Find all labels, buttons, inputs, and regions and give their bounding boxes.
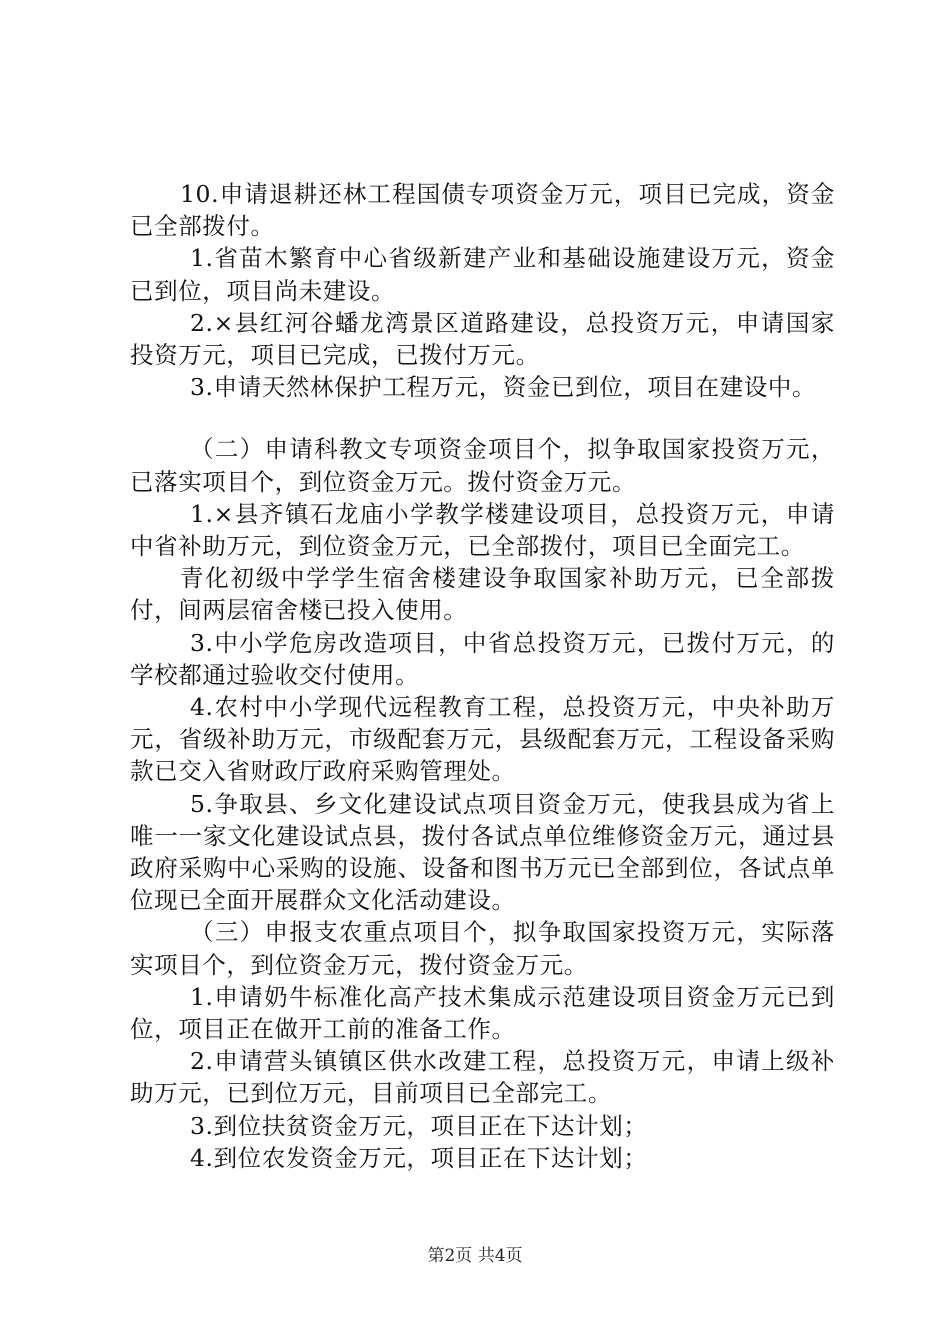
- page-footer: [0, 1246, 950, 1266]
- paragraph: 1.省苗木繁育中心省级新建产业和基础设施建设万元，资金已到位，项目尚未建设。: [130, 244, 835, 305]
- document-body: [130, 178, 835, 1174]
- paragraph: 5.争取县、乡文化建设试点项目资金万元，使我县成为省上唯一一家文化建设试点县，拨付各试点单位维修资金万元，通过县政府采购中心采购的设施、设备和图书万元已全部到位，各试点单位现已全面开展群众文化活动建设。: [130, 789, 835, 915]
- section-heading-paragraph: （二）申请科教文专项资金项目个，拟争取国家投资万元，已落实项目个，到位资金万元。拨付资金万元。: [130, 435, 835, 496]
- paragraph: 3.到位扶贫资金万元，项目正在下达计划；: [190, 1111, 648, 1140]
- paragraph: 4.到位农发资金万元，项目正在下达计划；: [190, 1143, 648, 1172]
- paragraph: 2.×县红河谷蟠龙湾景区道路建设，总投资万元，申请国家投资万元，项目已完成，已拨付万元。: [130, 308, 835, 370]
- paragraph: 10.申请退耕还林工程国债专项资金万元，项目已完成，资金已全部拨付。: [130, 180, 835, 241]
- paragraph: 1.申请奶牛标准化高产技术集成示范建设项目资金万元已到位，项目正在做开工前的准备工作。: [130, 982, 835, 1044]
- paragraph: 1.×县齐镇石龙庙小学教学楼建设项目，总投资万元，申请中省补助万元，到位资金万元，已全部拨付，项目已全面完工。: [130, 499, 835, 561]
- paragraph: 3.中小学危房改造项目，中省总投资万元，已拨付万元，的学校都通过验收交付使用。: [130, 628, 835, 689]
- paragraph: 青化初级中学学生宿舍楼建设争取国家补助万元，已全部拨付，间两层宿舍楼已投入使用。: [130, 564, 835, 625]
- paragraph: 2.申请营头镇镇区供水改建工程，总投资万元，申请上级补助万元，已到位万元，目前项目已全部完工。: [130, 1047, 835, 1108]
- paragraph: 3.申请天然林保护工程万元，资金已到位，项目在建设中。: [190, 373, 817, 402]
- paragraph: 4.农村中小学现代远程教育工程，总投资万元，中央补助万元，省级补助万元，市级配套万元，县级配套万元，工程设备采购款已交入省财政厅政府采购管理处。: [130, 693, 835, 786]
- page-number-label: 第2页 共4页: [427, 1246, 523, 1266]
- section-heading-paragraph: （三）申报支农重点项目个，拟争取国家投资万元，实际落实项目个，到位资金万元，拨付资金万元。: [130, 918, 835, 979]
